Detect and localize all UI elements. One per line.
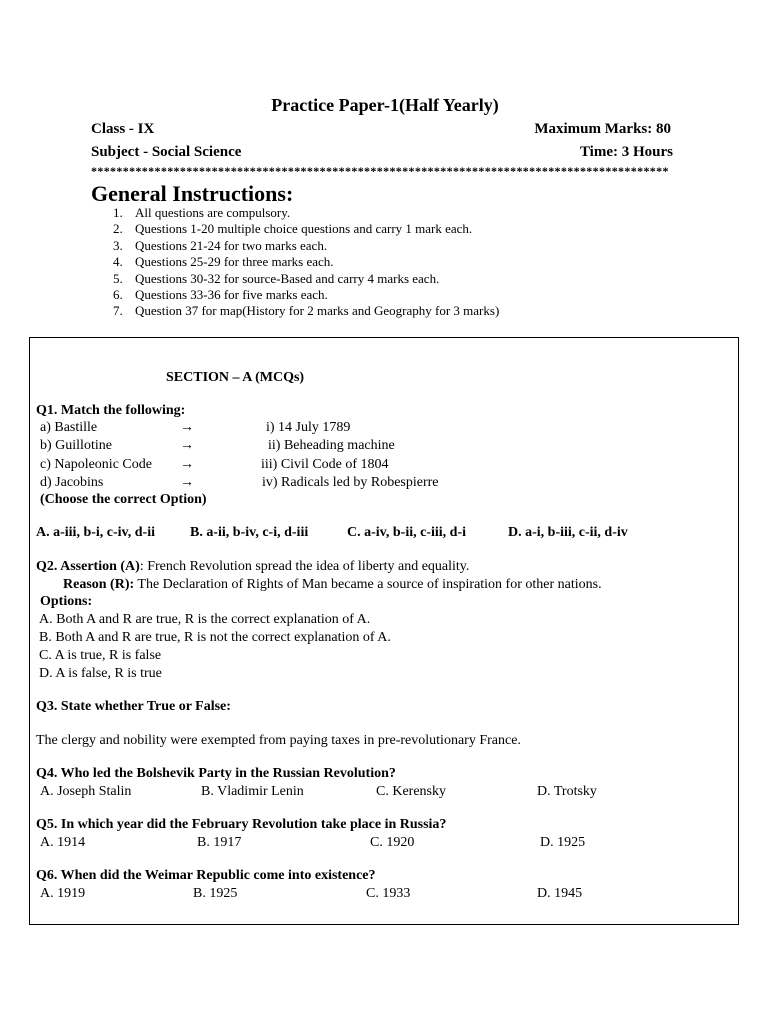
- instruction-item: [113, 287, 499, 303]
- q4-option-d: D. Trotsky: [537, 784, 597, 799]
- page-title: Practice Paper-1(Half Yearly): [271, 95, 499, 115]
- q1-option-c: C. a-iv, b-ii, c-iii, d-i: [347, 525, 466, 540]
- instruction-number: 4.: [113, 254, 123, 270]
- arrow-icon: →: [180, 457, 194, 472]
- instruction-text: Questions 25-29 for three marks each.: [135, 254, 334, 270]
- instruction-text: Questions 1-20 multiple choice questions and carry 1 mark each.: [135, 221, 473, 237]
- time-label: Time: 3 Hours: [579, 144, 673, 160]
- q2-reason-label: Reason (R):: [63, 577, 135, 592]
- subject-label: Subject - Social Science: [91, 144, 242, 160]
- instruction-item: [113, 270, 499, 287]
- q5-option-a: A. 1914: [40, 835, 86, 850]
- instruction-number: 7.: [113, 303, 123, 319]
- instruction-text: All questions are compulsory.: [135, 205, 291, 220]
- instruction-item: [113, 303, 500, 319]
- instructions-heading: General Instructions:: [91, 181, 294, 206]
- q4-option-a: A. Joseph Stalin: [40, 784, 132, 799]
- instruction-item: [113, 205, 499, 221]
- q1-right-iv: iv) Radicals led by Robespierre: [262, 475, 439, 490]
- q1-question: Q1. Match the following:: [36, 403, 186, 418]
- instruction-number: 5.: [113, 270, 123, 286]
- q5-option-c: C. 1920: [370, 835, 415, 850]
- q4-option-b: B. Vladimir Lenin: [201, 784, 304, 799]
- q2-option-d: D. A is false, R is true: [39, 666, 162, 681]
- instruction-text: Questions 21-24 for two marks each.: [135, 237, 328, 253]
- q1-option-b: B. a-ii, b-iv, c-i, d-iii: [190, 525, 309, 540]
- q2-option-a: A. Both A and R are true, R is the correct explanation of A.: [39, 612, 371, 627]
- instruction-text: Questions 33-36 for five marks each.: [135, 287, 328, 303]
- q1-option-a: A. a-iii, b-i, c-iv, d-ii: [36, 525, 155, 540]
- q6-option-a: A. 1919: [40, 886, 86, 901]
- arrow-icon: →: [180, 420, 194, 435]
- instruction-number: 2.: [113, 221, 123, 237]
- instructions-list: [91, 205, 499, 320]
- arrow-icon: →: [180, 438, 194, 453]
- q1-right-i: i) 14 July 1789: [266, 420, 351, 435]
- q6-question: Q6. When did the Weimar Republic come into existence?: [36, 868, 376, 883]
- instruction-item: [113, 221, 499, 237]
- instruction-item: [113, 237, 499, 254]
- separator-line: *******************************************************************************************: [91, 164, 669, 178]
- q2-option-b: B. Both A and R are true, R is not the correct explanation of A.: [39, 630, 391, 645]
- q1-left-a: a) Bastille: [40, 420, 98, 435]
- q6-option-c: C. 1933: [366, 886, 411, 901]
- instruction-text: Question 37 for map(History for 2 marks and Geography for 3 marks): [135, 303, 500, 319]
- q1-left-c: c) Napoleonic Code: [40, 457, 152, 472]
- instruction-number: 1.: [113, 205, 123, 220]
- q6-option-d: D. 1945: [537, 886, 583, 901]
- q4-option-c: C. Kerensky: [376, 784, 446, 799]
- q1-option-d: D. a-i, b-iii, c-ii, d-iv: [508, 525, 628, 540]
- q6-option-b: B. 1925: [193, 886, 238, 901]
- q2-assertion-text: : French Revolution spread the idea of liberty and equality.: [139, 559, 470, 574]
- q1-instruction: (Choose the correct Option): [40, 492, 207, 507]
- q3-question: Q3. State whether True or False:: [36, 699, 231, 714]
- q5-option-d: D. 1925: [540, 835, 586, 850]
- q1-right-iii: iii) Civil Code of 1804: [261, 457, 389, 472]
- q4-question: Q4. Who led the Bolshevik Party in the Russian Revolution?: [36, 766, 396, 781]
- q5-option-b: B. 1917: [197, 835, 242, 850]
- q2-option-c: C. A is true, R is false: [39, 648, 162, 663]
- arrow-icon: →: [180, 475, 194, 490]
- q2-reason: [63, 577, 602, 593]
- q1-left-b: b) Guillotine: [40, 438, 112, 453]
- q1-left-d: d) Jacobins: [40, 475, 104, 490]
- instruction-number: 6.: [113, 287, 123, 303]
- instruction-number: 3.: [113, 237, 123, 253]
- class-label: Class - IX: [91, 121, 155, 137]
- section-title: SECTION – A (MCQs): [166, 370, 305, 385]
- instruction-item: [113, 254, 499, 270]
- q1-right-ii: ii) Beheading machine: [268, 438, 395, 453]
- q3-statement: The clergy and nobility were exempted from paying taxes in pre-revolutionary France.: [36, 733, 521, 748]
- q5-question: Q5. In which year did the February Revolution take place in Russia?: [36, 817, 447, 832]
- q2-options-label: Options:: [40, 594, 93, 609]
- q2-reason-text: The Declaration of Rights of Man became a source of inspiration for other nations.: [134, 577, 602, 592]
- q2-assertion-label: Q2. Assertion (A): [36, 559, 140, 574]
- instruction-text: Questions 30-32 for source-Based and carry 4 marks each.: [135, 270, 440, 286]
- q2-assertion: [36, 559, 469, 575]
- max-marks-label: Maximum Marks: 80: [534, 121, 671, 137]
